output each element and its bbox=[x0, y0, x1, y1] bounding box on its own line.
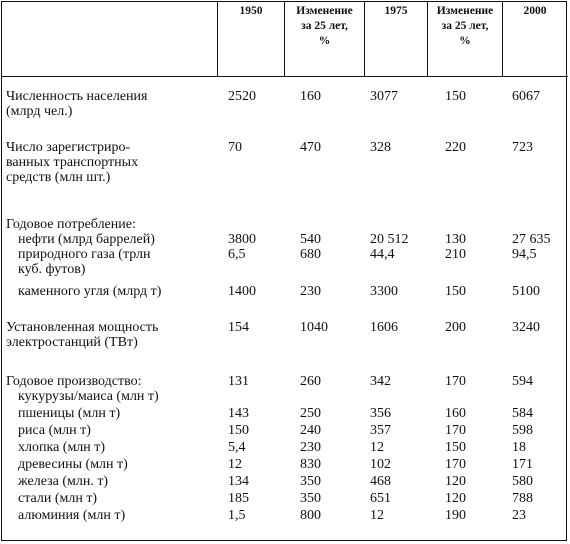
cell-change-1: 250 bbox=[300, 406, 321, 421]
cell-1950: 1,5 bbox=[228, 508, 246, 523]
cell-1975: 102 bbox=[370, 457, 391, 472]
cell-change-1: 260 bbox=[300, 374, 321, 389]
cell-1950: 5,4 bbox=[228, 440, 246, 455]
cell-2000: 94,5 bbox=[512, 247, 537, 262]
cell-1975: 44,4 bbox=[370, 247, 395, 262]
cell-change-1: 230 bbox=[300, 440, 321, 455]
row-label: пшеницы (млн т) bbox=[18, 406, 121, 421]
row-label: кукурузы/маиса (млн т) bbox=[18, 389, 159, 404]
cell-1950: 3800 bbox=[228, 232, 256, 247]
cell-1975: 468 bbox=[370, 474, 391, 489]
cell-change-1: 830 bbox=[300, 457, 321, 472]
cell-change-1: 350 bbox=[300, 491, 321, 506]
cell-1950: 185 bbox=[228, 491, 249, 506]
cell-2000: 723 bbox=[512, 140, 533, 155]
cell-change-1: 160 bbox=[300, 89, 321, 104]
cell-change-1: 350 bbox=[300, 474, 321, 489]
cell-change-2: 160 bbox=[445, 406, 466, 421]
cell-2000: 27 635 bbox=[512, 232, 551, 247]
cell-change-1: 470 bbox=[300, 140, 321, 155]
cell-change-2: 150 bbox=[445, 89, 466, 104]
cell-1950: 6,5 bbox=[228, 247, 246, 262]
group-label: Годовое производство: bbox=[6, 374, 142, 389]
cell-change-2: 120 bbox=[445, 491, 466, 506]
row-label: нефти (млрд баррелей) bbox=[18, 232, 155, 247]
cell-change-2: 150 bbox=[445, 440, 466, 455]
cell-2000: 594 bbox=[512, 374, 533, 389]
header-separator bbox=[1, 76, 568, 77]
cell-2000: 171 bbox=[512, 457, 533, 472]
cell-change-1: 240 bbox=[300, 423, 321, 438]
cell-change-2: 130 bbox=[445, 232, 466, 247]
row-label: Численность населения (млрд чел.) bbox=[6, 89, 148, 119]
cell-change-1: 540 bbox=[300, 232, 321, 247]
cell-1975: 12 bbox=[370, 508, 384, 523]
cell-change-1: 230 bbox=[300, 284, 321, 299]
cell-2000: 6067 bbox=[512, 89, 540, 104]
header-change-2: Изменение за 25 лет, % bbox=[436, 5, 494, 47]
cell-1950: 154 bbox=[228, 320, 249, 335]
cell-1950: 2520 bbox=[228, 89, 256, 104]
cell-1975: 342 bbox=[370, 374, 391, 389]
row-label: каменного угля (млрд т) bbox=[18, 284, 162, 299]
cell-change-1: 680 bbox=[300, 247, 321, 262]
cell-1950: 131 bbox=[228, 374, 249, 389]
cell-change-2: 190 bbox=[445, 508, 466, 523]
header-1950: 1950 bbox=[239, 5, 263, 17]
cell-2000: 788 bbox=[512, 491, 533, 506]
cell-1950: 12 bbox=[228, 457, 242, 472]
cell-1950: 150 bbox=[228, 423, 249, 438]
cell-2000: 584 bbox=[512, 406, 533, 421]
row-label: хлопка (млн т) bbox=[18, 440, 106, 455]
cell-change-2: 120 bbox=[445, 474, 466, 489]
cell-1975: 20 512 bbox=[370, 232, 409, 247]
cell-2000: 23 bbox=[512, 508, 526, 523]
row-label: стали (млн т) bbox=[18, 491, 98, 506]
cell-1975: 328 bbox=[370, 140, 391, 155]
cell-1950: 143 bbox=[228, 406, 249, 421]
cell-change-2: 170 bbox=[445, 457, 466, 472]
row-label: Установленная мощность электростанций (ТВт) bbox=[6, 320, 159, 350]
cell-change-2: 150 bbox=[445, 284, 466, 299]
row-label: алюминия (млн т) bbox=[18, 508, 126, 523]
cell-1950: 1400 bbox=[228, 284, 256, 299]
cell-1975: 651 bbox=[370, 491, 391, 506]
group-label: Годовое потребление: bbox=[6, 217, 136, 232]
cell-change-1: 800 bbox=[300, 508, 321, 523]
cell-1975: 1606 bbox=[370, 320, 398, 335]
cell-1975: 357 bbox=[370, 423, 391, 438]
cell-2000: 18 bbox=[512, 440, 526, 455]
row-label: природного газа (трлн куб. футов) bbox=[18, 247, 151, 277]
cell-change-2: 210 bbox=[445, 247, 466, 262]
cell-1950: 70 bbox=[228, 140, 242, 155]
cell-2000: 3240 bbox=[512, 320, 540, 335]
cell-change-2: 170 bbox=[445, 423, 466, 438]
cell-change-1: 1040 bbox=[300, 320, 328, 335]
cell-change-2: 200 bbox=[445, 320, 466, 335]
cell-1975: 356 bbox=[370, 406, 391, 421]
header-change-1: Изменение за 25 лет, % bbox=[296, 5, 353, 47]
row-label: древесины (млн т) bbox=[18, 457, 128, 472]
cell-2000: 580 bbox=[512, 474, 533, 489]
row-label: железа (млн. т) bbox=[18, 474, 109, 489]
row-label: риса (млн т) bbox=[18, 423, 91, 438]
header-1975: 1975 bbox=[384, 5, 408, 17]
cell-change-2: 220 bbox=[445, 140, 466, 155]
header-2000: 2000 bbox=[523, 5, 547, 17]
cell-2000: 5100 bbox=[512, 284, 540, 299]
cell-1975: 12 bbox=[370, 440, 384, 455]
cell-2000: 598 bbox=[512, 423, 533, 438]
cell-change-2: 170 bbox=[445, 374, 466, 389]
cell-1975: 3300 bbox=[370, 284, 398, 299]
row-label: Число зарегистриро- ванных транспортных средств (млн шт.) bbox=[6, 140, 139, 185]
cell-1950: 134 bbox=[228, 474, 249, 489]
cell-1975: 3077 bbox=[370, 89, 398, 104]
